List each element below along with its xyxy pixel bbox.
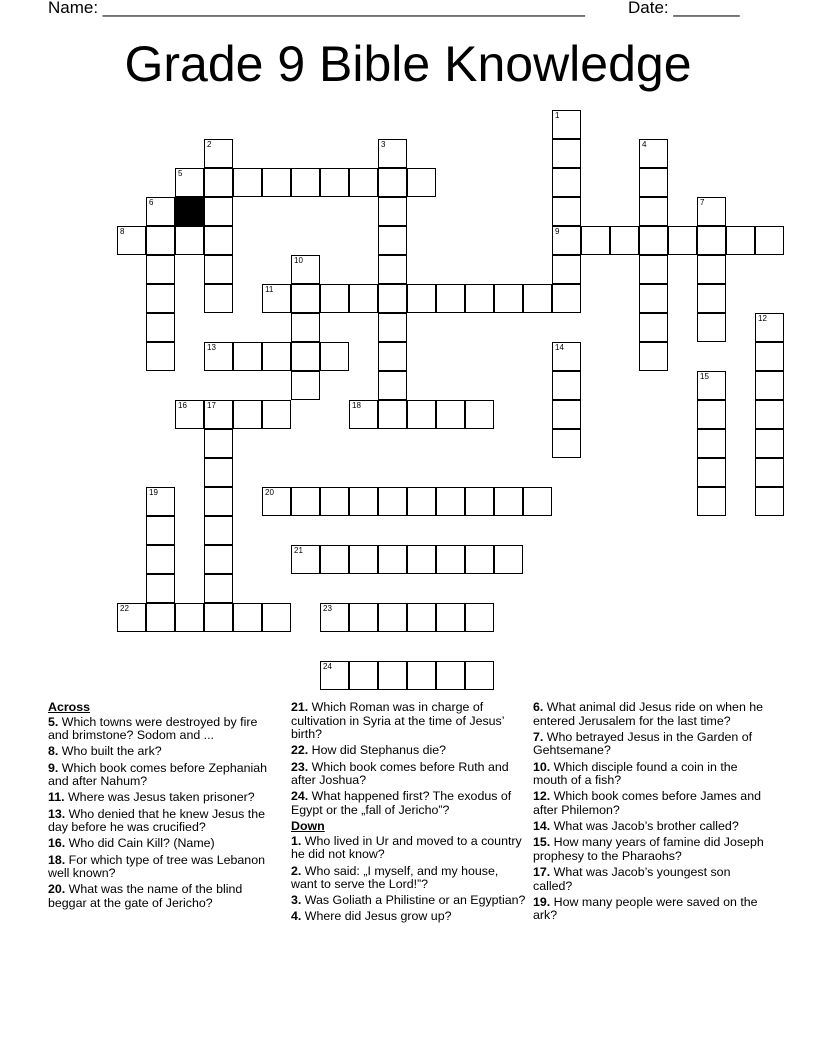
clue-down-1: [291, 835, 526, 862]
grid-cell[interactable]: [349, 661, 378, 690]
grid-cell[interactable]: [320, 603, 349, 632]
clue-across-8: [48, 745, 273, 759]
clue-across-20: [48, 883, 273, 910]
grid-cell[interactable]: [320, 661, 349, 690]
cell-number: 2: [207, 140, 212, 149]
grid-cell[interactable]: [233, 342, 262, 371]
grid-cell[interactable]: [494, 284, 523, 313]
cell-number: 18: [352, 401, 361, 410]
clue-text: What was Jacob’s brother called?: [550, 819, 739, 834]
clue-down-12: [533, 790, 773, 817]
grid-cell[interactable]: [407, 603, 436, 632]
grid-cell[interactable]: [639, 139, 668, 168]
grid-cell[interactable]: [204, 197, 233, 226]
grid-cell[interactable]: [755, 487, 784, 516]
grid-cell[interactable]: [755, 226, 784, 255]
grid-cell[interactable]: [639, 197, 668, 226]
grid-cell[interactable]: [349, 168, 378, 197]
grid-cell[interactable]: [117, 226, 146, 255]
clue-down-14: [533, 820, 773, 834]
grid-cell[interactable]: [726, 226, 755, 255]
grid-cell[interactable]: [378, 139, 407, 168]
clue-number: 4.: [291, 909, 302, 924]
cell-number: 3: [381, 140, 386, 149]
clue-text: How many years of famine did Joseph prophesy to the Pharaohs?: [533, 835, 764, 863]
grid-cell[interactable]: [378, 487, 407, 516]
grid-cell[interactable]: [204, 516, 233, 545]
grid-cell[interactable]: [552, 110, 581, 139]
clue-down-6: [533, 701, 773, 728]
grid-cell[interactable]: [552, 255, 581, 284]
grid-cell[interactable]: [407, 284, 436, 313]
grid-cell[interactable]: [436, 661, 465, 690]
clue-text: For which type of tree was Lebanon well known?: [48, 852, 265, 881]
grid-cell[interactable]: [639, 168, 668, 197]
clue-across-23: [291, 761, 526, 788]
clue-text: Which towns were destroyed by fire and brimstone? Sodom and ...: [48, 714, 258, 743]
clue-text: Who did Cain Kill? (Name): [65, 836, 215, 851]
grid-cell[interactable]: [407, 487, 436, 516]
grid-cell[interactable]: [146, 255, 175, 284]
grid-cell[interactable]: [436, 284, 465, 313]
clue-number: 3.: [291, 893, 302, 908]
clue-text: What was Jacob’s youngest son called?: [533, 865, 731, 893]
grid-cell[interactable]: [291, 487, 320, 516]
cell-number: 17: [207, 401, 216, 410]
grid-cell[interactable]: [552, 284, 581, 313]
grid-cell[interactable]: [146, 516, 175, 545]
clue-number: 2.: [291, 863, 302, 878]
grid-cell[interactable]: [552, 168, 581, 197]
grid-cell[interactable]: [204, 226, 233, 255]
grid-cell[interactable]: [262, 603, 291, 632]
clue-number: 24.: [291, 789, 309, 804]
grid-cell[interactable]: [204, 284, 233, 313]
grid-cell[interactable]: [320, 487, 349, 516]
grid-cell[interactable]: [755, 371, 784, 400]
grid-cell[interactable]: [262, 168, 291, 197]
clue-text: What happened first? The exodus of Egypt or the „fall of Jericho”?: [291, 789, 512, 817]
grid-cell[interactable]: [204, 400, 233, 429]
grid-cell[interactable]: [349, 400, 378, 429]
grid-cell[interactable]: [204, 458, 233, 487]
grid-cell[interactable]: [291, 342, 320, 371]
cell-number: 24: [323, 662, 332, 671]
grid-cell[interactable]: [465, 487, 494, 516]
clue-down-19: [533, 896, 773, 923]
cell-number: 14: [555, 343, 564, 352]
cell-number: 12: [758, 314, 767, 323]
cell-number: 8: [120, 227, 125, 236]
grid-cell[interactable]: [378, 197, 407, 226]
grid-cell-black: [175, 197, 204, 226]
grid-cell[interactable]: [552, 371, 581, 400]
grid-cell[interactable]: [436, 487, 465, 516]
grid-cell[interactable]: [175, 168, 204, 197]
grid-cell[interactable]: [581, 226, 610, 255]
cell-number: 10: [294, 256, 303, 265]
grid-cell[interactable]: [697, 371, 726, 400]
grid-cell[interactable]: [204, 342, 233, 371]
clue-down-17: [533, 866, 773, 893]
grid-cell[interactable]: [436, 545, 465, 574]
clue-number: 5.: [48, 714, 59, 729]
clue-text: Who lived in Ur and moved to a country he did not know?: [291, 833, 522, 862]
grid-cell[interactable]: [378, 545, 407, 574]
clue-text: Where did Jesus grow up?: [301, 909, 452, 924]
clue-text: What was the name of the blind beggar at the gate of Jericho?: [48, 882, 243, 910]
grid-cell[interactable]: [175, 400, 204, 429]
grid-cell[interactable]: [378, 284, 407, 313]
grid-cell[interactable]: [465, 400, 494, 429]
clue-across-24: [291, 790, 526, 817]
grid-cell[interactable]: [204, 429, 233, 458]
date-field-label: Date: _______: [628, 0, 740, 17]
grid-cell[interactable]: [175, 603, 204, 632]
clue-text: Who betrayed Jesus in the Garden of Gehtsemane?: [533, 729, 753, 758]
clue-number: 6.: [533, 700, 544, 714]
cell-number: 20: [265, 488, 274, 497]
grid-cell[interactable]: [349, 545, 378, 574]
grid-cell[interactable]: [755, 458, 784, 487]
cell-number: 4: [642, 140, 647, 149]
cell-number: 9: [555, 227, 560, 236]
grid-cell[interactable]: [262, 284, 291, 313]
grid-cell[interactable]: [755, 400, 784, 429]
clue-column-3: [533, 701, 773, 926]
grid-cell[interactable]: [117, 603, 146, 632]
grid-cell[interactable]: [494, 487, 523, 516]
clue-number: 17.: [533, 865, 551, 880]
grid-cell[interactable]: [291, 168, 320, 197]
clue-text: Who built the ark?: [58, 744, 162, 759]
grid-cell[interactable]: [465, 661, 494, 690]
clue-down-4: [291, 910, 526, 924]
clue-number: 23.: [291, 759, 309, 774]
clue-text: How did Stephanus die?: [308, 743, 447, 758]
grid-cell[interactable]: [204, 168, 233, 197]
grid-cell[interactable]: [436, 603, 465, 632]
clue-text: Which disciple found a coin in the mouth of a fish?: [533, 759, 738, 788]
grid-cell[interactable]: [291, 545, 320, 574]
grid-cell[interactable]: [494, 545, 523, 574]
cell-number: 19: [149, 488, 158, 497]
clue-across-13: [48, 808, 273, 835]
grid-cell[interactable]: [552, 197, 581, 226]
down-heading: Down: [291, 819, 325, 834]
grid-cell[interactable]: [407, 400, 436, 429]
grid-cell[interactable]: [262, 342, 291, 371]
clue-down-2: [291, 865, 526, 892]
clue-text: Which book comes before Ruth and after Joshua?: [291, 759, 509, 788]
clue-text: Which Roman was in charge of cultivation in Syria at the time of Jesus’ birth?: [291, 700, 505, 742]
grid-cell[interactable]: [378, 371, 407, 400]
clue-down-10: [533, 761, 773, 788]
clue-number: 9.: [48, 760, 59, 775]
grid-cell[interactable]: [204, 255, 233, 284]
grid-cell[interactable]: [465, 284, 494, 313]
grid-cell[interactable]: [697, 255, 726, 284]
grid-cell[interactable]: [146, 487, 175, 516]
cell-number: 5: [178, 169, 183, 178]
grid-cell[interactable]: [639, 226, 668, 255]
grid-cell[interactable]: [146, 226, 175, 255]
clue-number: 19.: [533, 894, 551, 909]
grid-cell[interactable]: [697, 429, 726, 458]
clue-column-2: [291, 701, 526, 927]
grid-cell[interactable]: [233, 603, 262, 632]
grid-cell[interactable]: [378, 603, 407, 632]
grid-cell[interactable]: [755, 313, 784, 342]
name-field-label: Name: ___________________________________________________: [48, 0, 585, 17]
grid-cell[interactable]: [523, 487, 552, 516]
grid-cell[interactable]: [378, 226, 407, 255]
grid-cell[interactable]: [668, 226, 697, 255]
grid-cell[interactable]: [146, 197, 175, 226]
clue-down-3: [291, 894, 526, 908]
grid-cell[interactable]: [204, 545, 233, 574]
grid-cell[interactable]: [378, 255, 407, 284]
clue-down-15: [533, 836, 773, 863]
across-heading: Across: [48, 700, 91, 714]
clue-text: How many people were saved on the ark?: [533, 894, 758, 923]
grid-cell[interactable]: [639, 342, 668, 371]
clue-across-5: [48, 716, 273, 743]
grid-cell[interactable]: [407, 661, 436, 690]
grid-cell[interactable]: [262, 400, 291, 429]
clue-number: 8.: [48, 744, 59, 759]
clue-text: Which book comes before Zephaniah and after Nahum?: [48, 760, 268, 789]
clue-across-11: [48, 791, 273, 805]
cell-number: 23: [323, 604, 332, 613]
grid-cell[interactable]: [349, 284, 378, 313]
clue-number: 18.: [48, 852, 66, 867]
grid-cell[interactable]: [465, 545, 494, 574]
clue-number: 22.: [291, 743, 309, 758]
grid-cell[interactable]: [639, 313, 668, 342]
grid-cell[interactable]: [320, 168, 349, 197]
grid-cell[interactable]: [697, 284, 726, 313]
clue-across-16: [48, 837, 273, 851]
clue-text: What animal did Jesus ride on when he entered Jerusalem for the last time?: [533, 700, 764, 728]
clue-across-22: [291, 744, 526, 758]
grid-cell[interactable]: [552, 400, 581, 429]
grid-cell[interactable]: [407, 168, 436, 197]
grid-cell[interactable]: [146, 284, 175, 313]
grid-cell[interactable]: [407, 545, 436, 574]
grid-cell[interactable]: [262, 487, 291, 516]
clue-text: Was Goliath a Philistine or an Egyptian?: [301, 893, 526, 908]
grid-cell[interactable]: [349, 603, 378, 632]
clue-across-18: [48, 854, 273, 881]
grid-cell[interactable]: [204, 139, 233, 168]
cell-number: 6: [149, 198, 154, 207]
grid-cell[interactable]: [349, 487, 378, 516]
grid-cell[interactable]: [320, 342, 349, 371]
grid-cell[interactable]: [291, 371, 320, 400]
cell-number: 21: [294, 546, 303, 555]
clue-number: 13.: [48, 806, 66, 821]
grid-cell[interactable]: [378, 400, 407, 429]
grid-cell[interactable]: [291, 313, 320, 342]
grid-cell[interactable]: [146, 545, 175, 574]
grid-cell[interactable]: [291, 255, 320, 284]
clue-text: Where was Jesus taken prisoner?: [64, 790, 255, 805]
clue-down-7: [533, 731, 773, 758]
grid-cell[interactable]: [378, 168, 407, 197]
grid-cell[interactable]: [523, 284, 552, 313]
grid-cell[interactable]: [175, 226, 204, 255]
grid-cell[interactable]: [697, 400, 726, 429]
clue-number: 15.: [533, 835, 551, 850]
page-title: Grade 9 Bible Knowledge: [124, 36, 692, 92]
cell-number: 22: [120, 604, 129, 613]
grid-cell[interactable]: [378, 313, 407, 342]
grid-cell[interactable]: [697, 197, 726, 226]
grid-cell[interactable]: [204, 603, 233, 632]
grid-cell[interactable]: [204, 487, 233, 516]
grid-cell[interactable]: [552, 429, 581, 458]
grid-cell[interactable]: [552, 342, 581, 371]
grid-cell[interactable]: [697, 226, 726, 255]
cell-number: 1: [555, 111, 560, 120]
clue-text: Who said: „I myself, and my house, want to serve the Lord!”?: [291, 863, 499, 892]
clue-number: 10.: [533, 759, 551, 774]
grid-cell[interactable]: [378, 342, 407, 371]
grid-cell[interactable]: [465, 603, 494, 632]
clue-text: Which book comes before James and after Philemon?: [533, 789, 761, 817]
clue-number: 11.: [48, 790, 65, 805]
grid-cell[interactable]: [697, 458, 726, 487]
clue-number: 7.: [533, 729, 544, 744]
grid-cell[interactable]: [697, 487, 726, 516]
clue-number: 1.: [291, 833, 302, 848]
clue-number: 16.: [48, 836, 66, 851]
cell-number: 13: [207, 343, 216, 352]
grid-cell[interactable]: [755, 342, 784, 371]
cell-number: 15: [700, 372, 709, 381]
clue-across-21: [291, 701, 526, 742]
grid-cell[interactable]: [146, 342, 175, 371]
grid-cell[interactable]: [146, 313, 175, 342]
grid-cell[interactable]: [146, 574, 175, 603]
grid-cell[interactable]: [639, 284, 668, 313]
grid-cell[interactable]: [697, 313, 726, 342]
grid-cell[interactable]: [639, 255, 668, 284]
grid-cell[interactable]: [378, 661, 407, 690]
grid-cell[interactable]: [233, 400, 262, 429]
grid-cell[interactable]: [146, 603, 175, 632]
clue-text: Who denied that he knew Jesus the day before he was crucified?: [48, 806, 265, 835]
grid-cell[interactable]: [755, 429, 784, 458]
clue-number: 12.: [533, 789, 551, 804]
grid-cell[interactable]: [320, 545, 349, 574]
clue-number: 20.: [48, 882, 66, 897]
clue-number: 14.: [533, 819, 551, 834]
grid-cell[interactable]: [552, 226, 581, 255]
grid-cell[interactable]: [204, 574, 233, 603]
cell-number: 7: [700, 198, 705, 207]
grid-cell[interactable]: [291, 284, 320, 313]
grid-cell[interactable]: [436, 400, 465, 429]
grid-cell[interactable]: [610, 226, 639, 255]
clue-across-9: [48, 762, 273, 789]
clue-column-1: [48, 701, 273, 913]
grid-cell[interactable]: [552, 139, 581, 168]
clue-number: 21.: [291, 700, 309, 714]
cell-number: 11: [265, 285, 274, 294]
cell-number: 16: [178, 401, 187, 410]
grid-cell[interactable]: [233, 168, 262, 197]
grid-cell[interactable]: [320, 284, 349, 313]
